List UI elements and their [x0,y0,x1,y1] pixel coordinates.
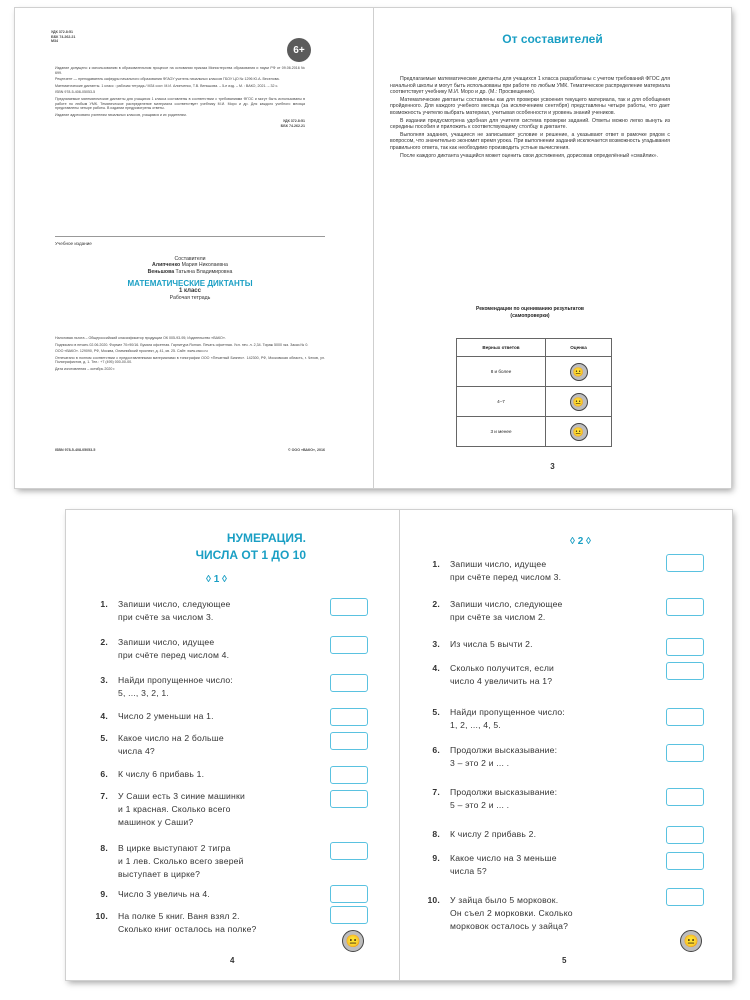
task-number: 3. [100,675,108,685]
task-number: 8. [100,843,108,853]
task-text: Запиши число, идущее при счёте перед числом 4. [118,637,230,660]
age-rating-badge: 6+ [287,38,311,62]
bbk-code: ББК 74.262.21 [51,34,76,39]
preface-p3: В издании предусмотрена удобная для учителя система проверки заданий. Ответы можно легко вынуть из середины пособия и приложить к соответствующему столбцу в диктанте. [390,117,670,131]
table-title: Рекомендации по оцениванию результатов [476,306,584,312]
divider [55,236,325,237]
section-heading-line1: НУМЕРАЦИЯ. [226,531,306,545]
preface-p5: После каждого диктанта учащийся может оценить свои достижения, дорисовав определённый «смайлик». [400,152,658,159]
task-text: Продолжи высказывание: 5 – это 2 и ... . [450,787,558,810]
task-text: В цирке выступают 2 тигра и 1 лев. Сколько всего зверей выступает в цирке? [118,843,244,879]
dictation-number: ◊ 1 ◊ [206,574,228,585]
answer-box[interactable] [666,826,704,844]
udk-code: УДК 372.8:51 [51,30,73,34]
dictation-page-5 [400,510,732,980]
task-text: Найди пропущенное число: 1, 2, ..., 4, 5. [450,707,565,730]
answer-box[interactable] [666,554,704,572]
answer-box[interactable] [330,732,368,750]
approval-text: Издание допущено к использованию в образовательном процессе на основании приказа Министерства образования и науки РФ от 09.06.2016 № 699. [55,66,305,75]
table-subtitle: (самопроверки) [510,313,550,319]
author-1: Алипченко Мария Николаевна [152,262,228,269]
task-number: 5. [100,733,108,743]
preface-heading: От составителей [502,32,603,46]
task-text: У зайца было 5 морковок. Он съел 2 морковки. Сколько морковок осталось у зайца? [450,895,573,931]
subtitle: Рабочая тетрадь [169,294,211,301]
task-text: У Саши есть 3 синие машинки и 1 красная. Сколько всего машинок у Саши? [118,791,245,827]
smiley-icon: 😐 [570,363,588,381]
task-number: 7. [100,791,108,801]
answer-box[interactable] [666,662,704,680]
task-number: 10. [427,895,440,905]
task-text: Продолжи высказывание: 3 – это 2 и ... . [450,745,558,768]
grade-label: 1 класс [179,287,201,294]
col-correct: Верных ответов [457,339,546,357]
answer-box[interactable] [666,638,704,656]
task-text: Запиши число, следующее при счёте за числом 2. [450,599,563,622]
row-range: 8 и более [457,357,546,387]
answer-box[interactable] [666,888,704,906]
task-text: Запиши число, идущее при счёте перед числом 3. [450,559,562,582]
answer-box[interactable] [666,598,704,616]
udk-code-2: УДК 372.8:51 [283,119,305,124]
preface-p2: Математические диктанты составлены как для проверки усвоения текущего материала, так и для обобщения пройденного. Для каждого учебного месяца (за исключением сентября) представлены четыре работы, что дает возможность учителю выбрать материал, учитывая особенности и уровень знаний учеников. [390,96,670,116]
task-text: Какое число на 2 больше числа 4? [118,733,224,756]
task-number: 1. [100,599,108,609]
answer-box[interactable] [666,708,704,726]
answer-box[interactable] [330,842,368,860]
top-spread [15,8,731,488]
page-number: 5 [562,956,567,965]
task-number: 7. [432,787,440,797]
task-number: 2. [432,599,440,609]
task-text: К числу 6 прибавь 1. [118,769,205,779]
compilers-label: Составители [174,255,206,262]
task-number: 9. [100,889,108,899]
task-number: 10. [95,911,108,921]
task-number: 3. [432,639,440,649]
copyright: © ООО «ВАКО», 2016 [287,448,325,452]
preface-p1: Предлагаемые математические диктанты для учащихся 1 класса разработаны с учетом требований ФГОС для начальной школы и могут быть использованы при работе по любым УМК. Тематическое распределение материала соответствует учебнику М.И. Моро и др. (М.: Просвещение). [390,76,670,96]
row-range: 3 и менее [457,417,546,447]
answer-box[interactable] [666,788,704,806]
bottom-spread [66,510,732,980]
answer-box[interactable] [330,636,368,654]
task-text: Какое число на 3 меньше числа 5? [450,853,557,876]
answer-box[interactable] [666,744,704,762]
isbn-line: ISBN 978-5-408-05053-5 [55,90,96,95]
task-list [86,598,376,958]
book-title: МАТЕМАТИЧЕСКИЕ ДИКТАНТЫ [127,279,253,289]
page-number: 3 [550,462,555,471]
smiley-icon: 😐 [570,423,588,441]
task-text: Число 2 уменьши на 1. [118,711,214,721]
answer-box[interactable] [330,906,368,924]
imprint-5: Дата изготовления – октябрь 2020 г. [55,366,116,371]
smiley-icon: 😐 [570,393,588,411]
task-number: 5. [432,707,440,717]
task-number: 6. [100,769,108,779]
answer-box[interactable] [330,790,368,808]
section-heading-line2: ЧИСЛА ОТ 1 ДО 10 [195,548,306,562]
annotation-text: Предлагаемые математические диктанты для учащихся 1 класса составлены в соответствии с требованиями ФГОС и могут быть использованы в работе по любым УМК. Тематическое распределение материала соответствует учебнику М.И. Моро и др. Для каждого учебного месяца представлены четыре работы. В издании предусмотрены ответы. [55,96,305,111]
task-number: 9. [432,853,440,863]
book-code: М34 [51,39,58,44]
page-number: 4 [230,956,235,965]
grading-table [456,338,612,447]
answer-box[interactable] [330,885,368,903]
smiley-icon[interactable]: 😐 [680,930,702,952]
task-number: 8. [432,829,440,839]
author-2: Веньшова Татьяна Владимировна [147,268,233,275]
smiley-icon[interactable]: 😐 [342,930,364,952]
task-number: 1. [432,559,440,569]
catalog-entry: Математические диктанты. 1 класс : рабочая тетрадь / М34 сост. М.И. Алипченко, Т.В. Веньшова. – 5-е изд. – М. : ВАКО, 2021. – 32 с. [55,83,279,88]
task-number: 6. [432,745,440,755]
imprint-page [15,8,373,488]
bbk-code-2: ББК 74.262.21 [280,123,305,128]
dictation-number: ◊ 2 ◊ [570,536,592,547]
dictation-page-4 [66,510,399,980]
answer-box[interactable] [330,674,368,692]
imprint-4: Отпечатано в полном соответствии с предоставленными материалами в типографии ООО «Печатный Бизнес». 142300, РФ, Московская область, г. Чехов, ул. Полиграфистов, д. 1. Тел.: +7 (495) 000-00-00. [55,355,325,365]
imprint-1: Налоговая льгота – Общероссийский классификатор продукции ОК 005-93-95; Издательство «ВАКО». [55,336,226,340]
task-text: Число 3 увеличь на 4. [118,889,210,899]
preface-p4: Выполняя задания, учащиеся не записывают условие и решение, а указывают ответ в рамочке рядом с вопросом, что значительно экономит время урока. При выполнении заданий исключается возможность угадывания правильного ответа, так как необходимо производить устные вычисления. [390,131,670,151]
answer-box[interactable] [666,852,704,870]
row-range: 4–7 [457,387,546,417]
task-text: К числу 2 прибавь 2. [450,829,537,839]
task-text: Из числа 5 вычти 2. [450,639,533,649]
imprint-3: ООО «ВАКО». 129090, РФ, Москва, Олимпийский проспект, д. 41, кв. 25. Сайт: www.vaco.ru [55,349,208,354]
answer-box[interactable] [330,598,368,616]
audience-note: Издание адресовано учителям начальных классов, учащимся и их родителям. [55,112,187,117]
task-text: Запиши число, следующее при счёте за числом 3. [118,599,231,622]
answer-box[interactable] [330,766,368,784]
task-text: На полке 5 книг. Ваня взял 2. Сколько книг осталось на полке? [118,911,257,934]
task-number: 4. [432,663,440,673]
task-number: 4. [100,711,108,721]
task-list [418,558,712,958]
task-text: Сколько получится, если число 4 увеличить на 1? [450,663,555,686]
bottom-isbn: ISBN 978-5-408-05053-5 [55,448,96,452]
preface-page [374,8,731,488]
answer-box[interactable] [330,708,368,726]
col-grade: Оценка [546,339,612,357]
imprint-2: Подписано в печать 02.06.2020. Формат 70×90/16. Бумага офсетная. Гарнитура Roman. Печать офсетная. Усл. печ. л. 2,34. Тираж 5000 экз. Заказ № 0. [55,342,309,347]
task-number: 2. [100,637,108,647]
edition-label: Учебное издание [55,241,92,246]
reviewer-text: Рецензент — преподаватель кафедры начального образования ФГАОУ учитель начальных классов ГБОУ ЦО № 1296 Ю.А. Веселова. [55,77,280,82]
task-text: Найди пропущенное число: 5, ..., 3, 2, 1. [118,675,233,698]
